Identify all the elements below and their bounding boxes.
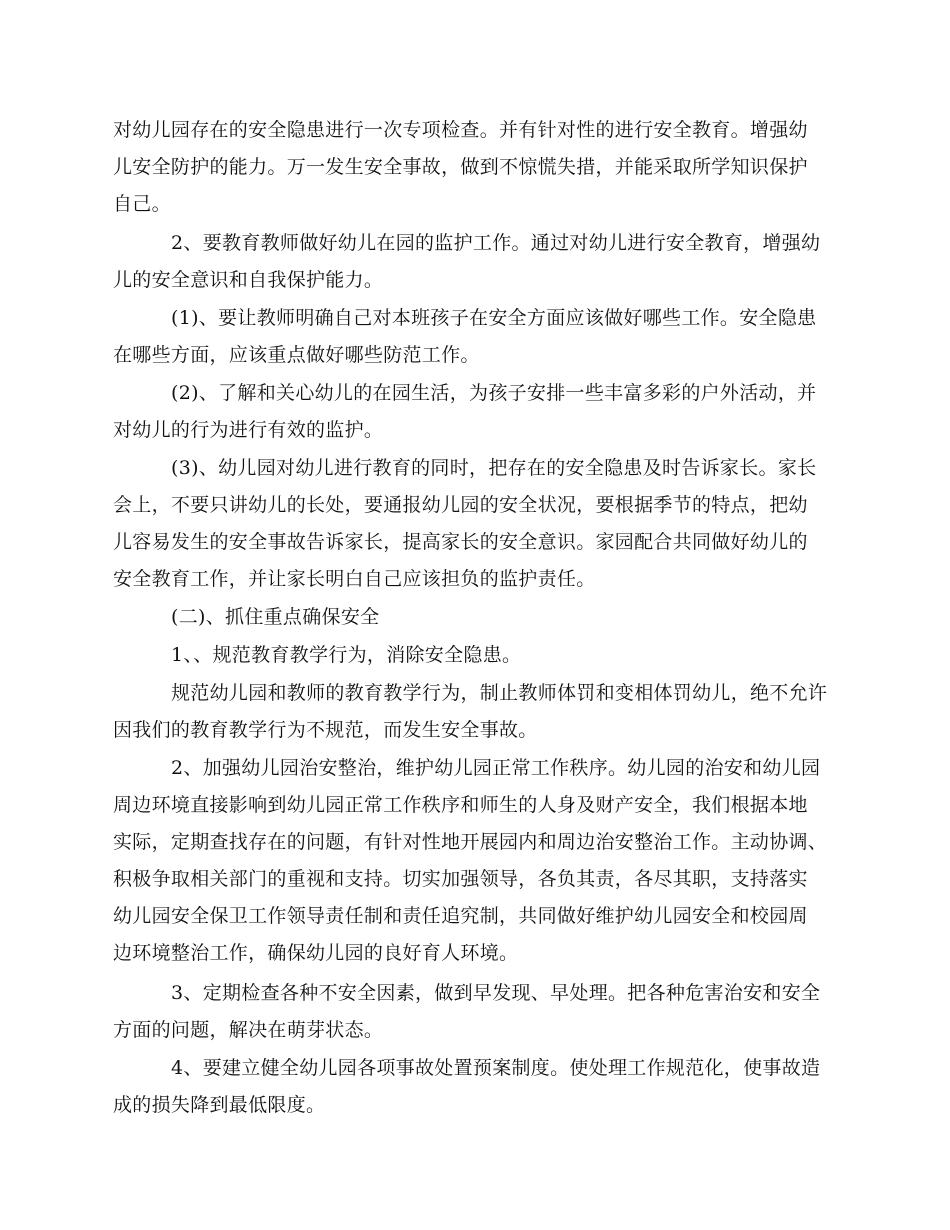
text-line: 自己。 [113,193,171,215]
text-line: 成的损失降到最低限度。 [113,1094,326,1116]
text-line: 儿容易发生的安全事故告诉家长，提高家长的安全意识。家园配合共同做好幼儿的 [113,531,808,553]
text-line: 对幼儿的行为进行有效的监护。 [113,419,384,441]
text-line: 周边环境直接影响到幼儿园正常工作秩序和师生的人身及财产安全，我们根据本地 [113,794,808,816]
text-line: 4、要建立健全幼儿园各项事故处置预案制度。使处理工作规范化，使事故造 [171,1057,821,1079]
text-line: 会上，不要只讲幼儿的长处，要通报幼儿园的安全状况，要根据季节的特点，把幼 [113,494,808,516]
text-line: 儿的安全意识和自我保护能力。 [113,269,384,291]
text-line: 因我们的教育教学行为不规范，而发生安全事故。 [113,719,538,741]
text-line: 对幼儿园存在的安全隐患进行一次专项检查。并有针对性的进行安全教育。增强幼 [113,119,808,141]
text-line: 安全教育工作，并让家长明白自己应该担负的监护责任。 [113,568,596,590]
text-line: 幼儿园安全保卫工作领导责任制和责任追究制，共同做好维护幼儿园安全和校园周 [113,905,808,927]
text-line: 边环境整治工作，确保幼儿园的良好育人环境。 [113,942,519,964]
text-line: 2、加强幼儿园治安整治，维护幼儿园正常工作秩序。幼儿园的治安和幼儿园 [171,757,821,779]
text-line: (2)、了解和关心幼儿的在园生活，为孩子安排一些丰富多彩的户外活动，并 [171,382,817,404]
text-line: 儿安全防护的能力。万一发生安全事故，做到不惊慌失措，并能采取所学知识保护 [113,156,808,178]
text-line: 规范幼儿园和教师的教育教学行为，制止教师体罚和变相体罚幼儿，绝不允许 [171,682,828,704]
text-line: (1)、要让教师明确自己对本班孩子在安全方面应该做好哪些工作。安全隐患 [171,307,817,329]
text-line: 积极争取相关部门的重视和支持。切实加强领导，各负其责，各尽其职，支持落实 [113,868,808,890]
text-line: 方面的问题，解决在萌芽状态。 [113,1019,384,1041]
text-line: 3、定期检查各种不安全因素，做到早发现、早处理。把各种危害治安和安全 [171,982,821,1004]
text-line: 2、要教育教师做好幼儿在园的监护工作。通过对幼儿进行安全教育，增强幼 [171,232,821,254]
text-line: 在哪些方面，应该重点做好哪些防范工作。 [113,344,480,366]
section-heading: (二)、抓住重点确保安全 [171,606,380,628]
text-line: 实际，定期查找存在的问题，有针对性地开展园内和周边治安整治工作。主动协调、 [113,831,828,853]
text-line: 1、、规范教育教学行为，消除安全隐患。 [171,644,522,666]
text-line: (3)、幼儿园对幼儿进行教育的同时，把存在的安全隐患及时告诉家长。家长 [171,457,817,479]
